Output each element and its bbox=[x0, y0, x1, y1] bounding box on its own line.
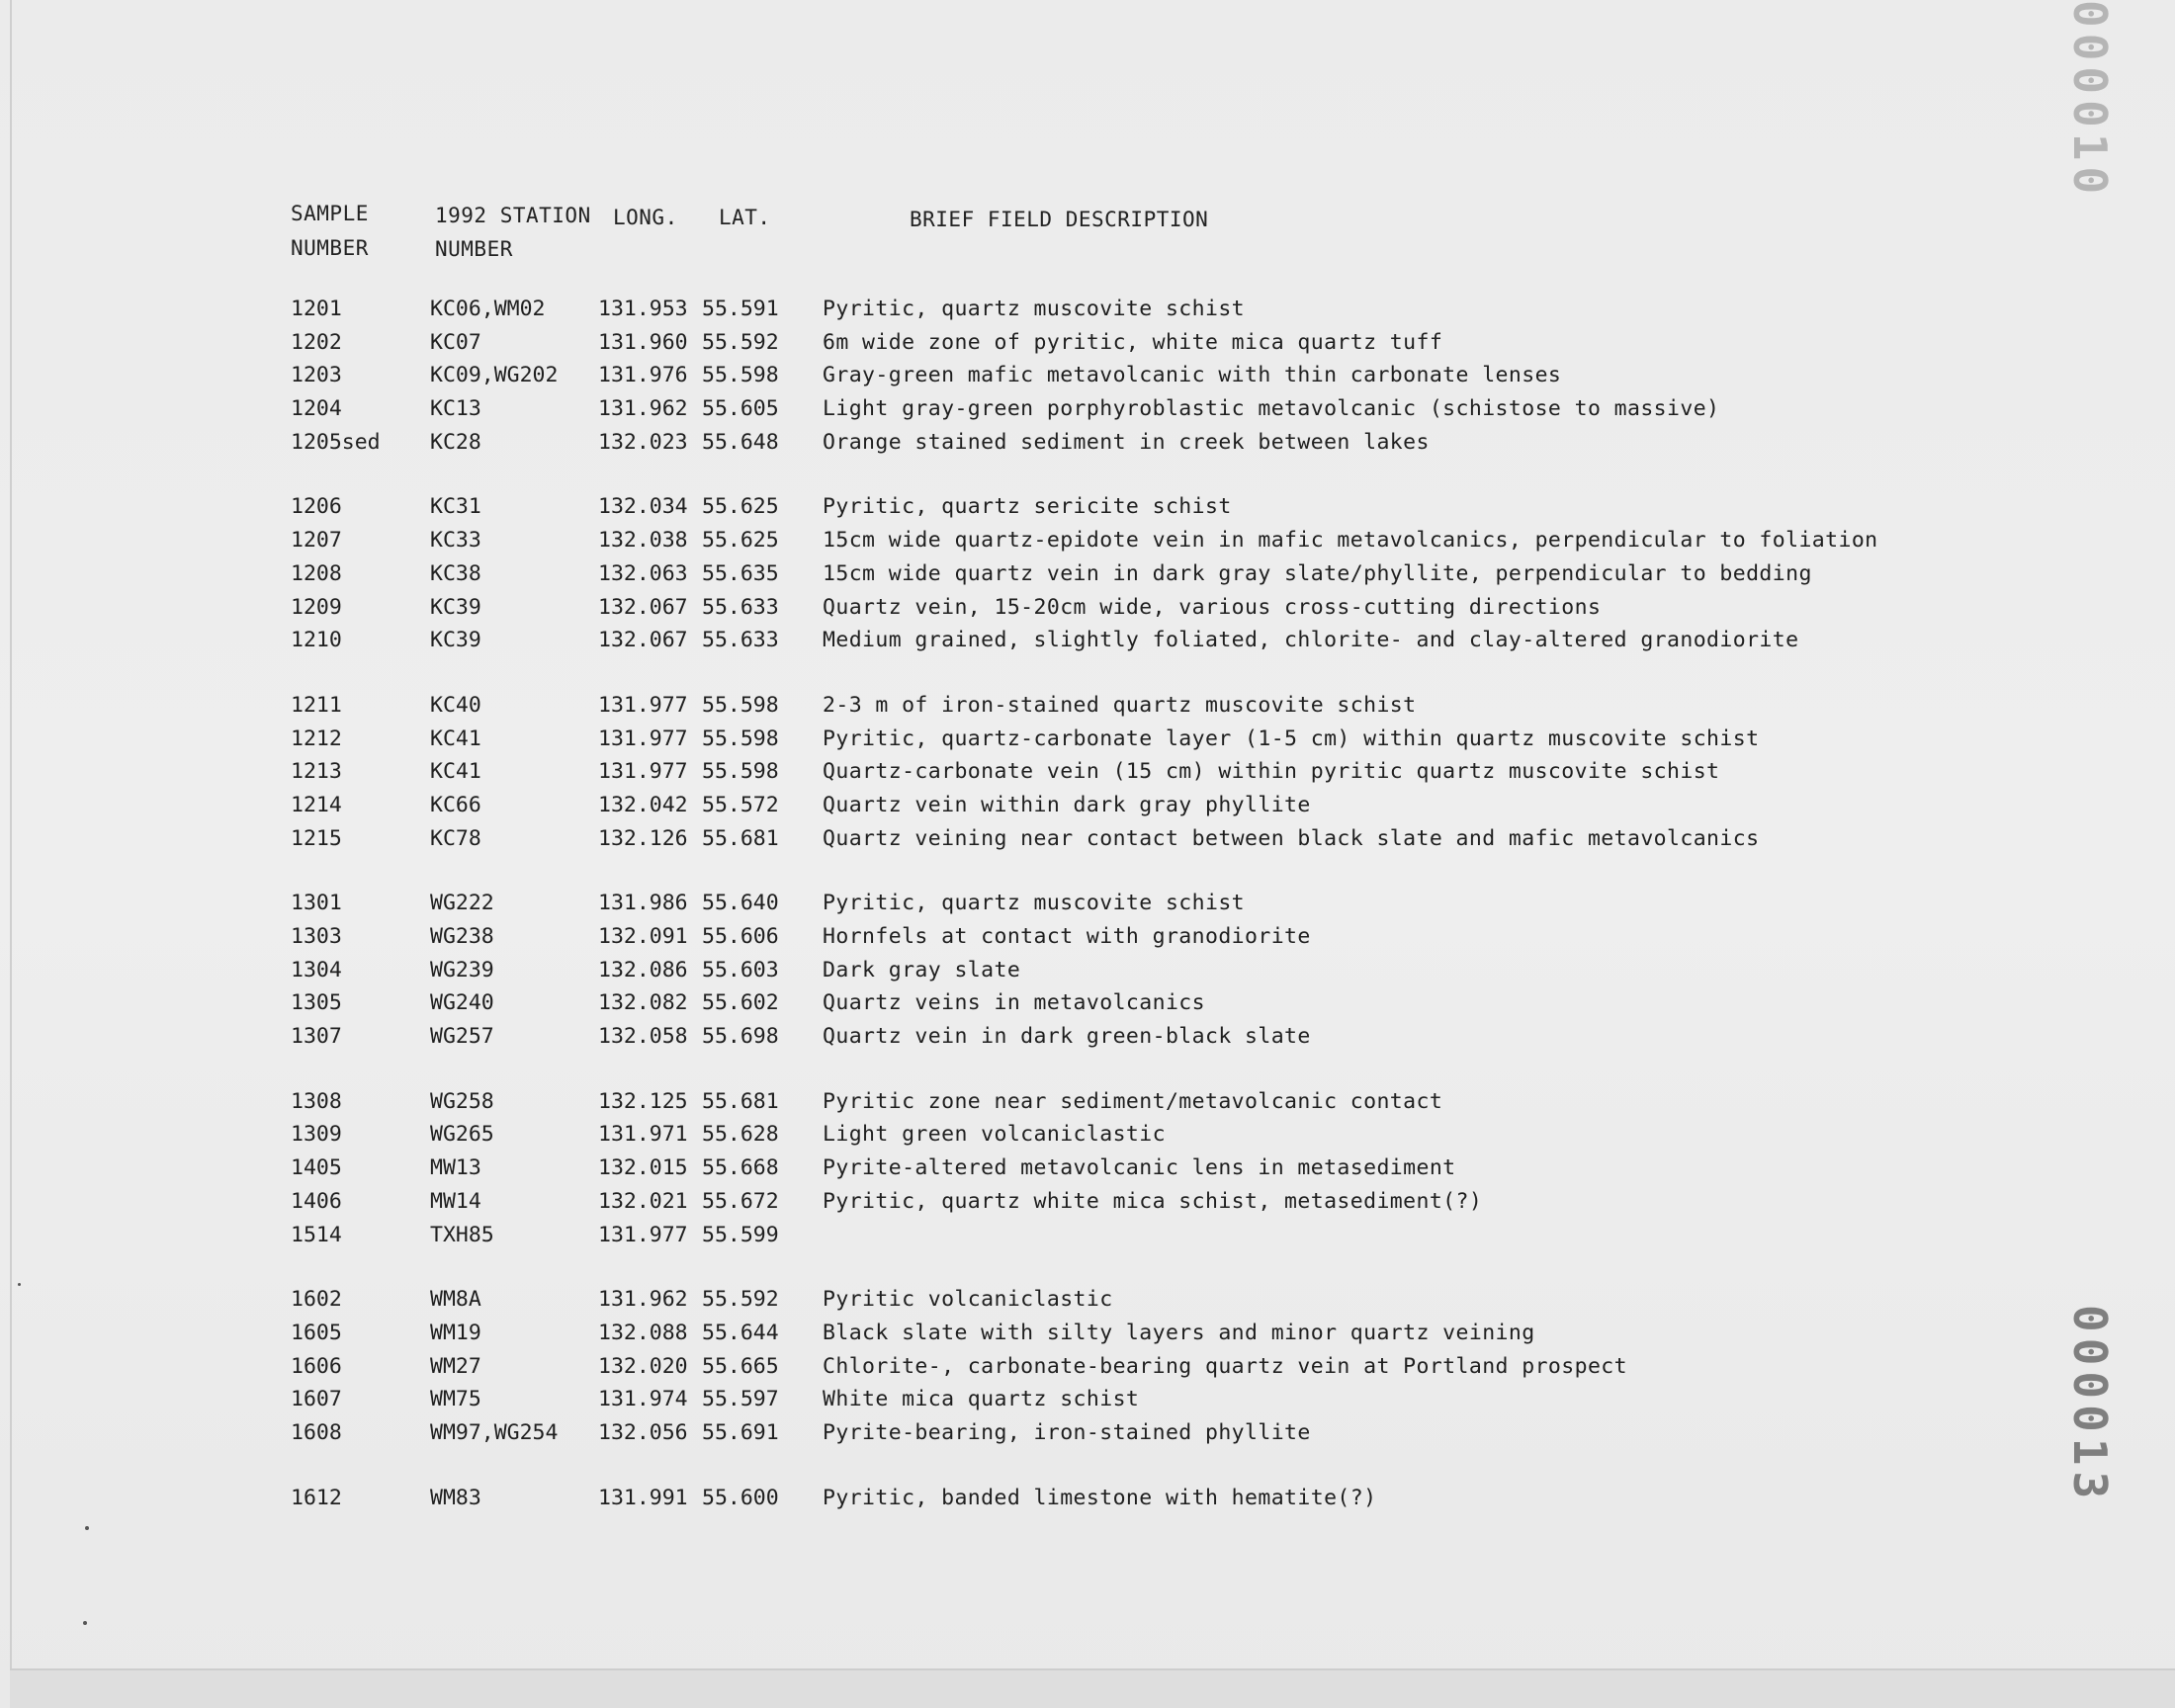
longitude-cell: 131.991 bbox=[598, 1485, 688, 1510]
latitude-cell: 55.598 bbox=[702, 363, 779, 388]
station-number-cell: KC78 bbox=[430, 825, 481, 851]
sample-number-cell: 1206 bbox=[291, 494, 342, 520]
latitude-cell: 55.633 bbox=[702, 628, 779, 653]
latitude-cell: 55.592 bbox=[702, 1287, 779, 1313]
sample-number-cell: 1211 bbox=[291, 692, 342, 718]
description-cell: Pyritic, quartz white mica schist, metasediment(?) bbox=[823, 1188, 1483, 1214]
station-number-cell: WM27 bbox=[430, 1353, 481, 1379]
station-number-cell: KC06,WM02 bbox=[430, 297, 546, 321]
description-cell: Gray-green mafic metavolcanic with thin carbonate lenses bbox=[823, 363, 1562, 388]
description-cell: Dark gray slate bbox=[823, 957, 1021, 982]
description-cell: Black slate with silty layers and minor quartz veining bbox=[823, 1320, 1535, 1345]
description-cell: 15cm wide quartz vein in dark gray slate/phyllite, perpendicular to bedding bbox=[823, 560, 1812, 586]
longitude-cell: 131.977 bbox=[598, 1222, 688, 1247]
latitude-cell: 55.603 bbox=[702, 957, 779, 982]
station-number-cell: WM19 bbox=[430, 1320, 481, 1345]
table-row bbox=[277, 1354, 1799, 1388]
row-group bbox=[277, 1089, 1799, 1255]
description-cell: Quartz vein, 15-20cm wide, various cross-cutting directions bbox=[823, 594, 1602, 620]
sheet-edge bbox=[10, 0, 12, 1670]
latitude-cell: 55.668 bbox=[702, 1155, 779, 1181]
station-number-cell: KC39 bbox=[430, 628, 481, 653]
description-cell: Pyritic, quartz muscovite schist bbox=[823, 891, 1246, 916]
table-row bbox=[277, 1189, 1799, 1223]
description-cell: Pyritic, quartz sericite schist bbox=[823, 494, 1232, 520]
station-number-cell: WM75 bbox=[430, 1387, 481, 1412]
sample-number-cell: 1207 bbox=[291, 528, 342, 554]
latitude-cell: 55.592 bbox=[702, 329, 779, 355]
table-row bbox=[277, 1024, 1799, 1058]
latitude-cell: 55.691 bbox=[702, 1419, 779, 1445]
description-cell: 15cm wide quartz-epidote vein in mafic metavolcanics, perpendicular to foliation bbox=[823, 528, 1878, 554]
latitude-cell: 55.600 bbox=[702, 1485, 779, 1510]
longitude-cell: 132.067 bbox=[598, 628, 688, 653]
description-cell: Pyritic, banded limestone with hematite(?) bbox=[823, 1485, 1377, 1510]
table-row bbox=[277, 330, 1799, 364]
station-number-cell: KC41 bbox=[430, 726, 481, 751]
sample-number-cell: 1201 bbox=[291, 297, 342, 321]
header-lat: LAT. bbox=[719, 206, 771, 229]
latitude-cell: 55.598 bbox=[702, 726, 779, 751]
latitude-cell: 55.602 bbox=[702, 990, 779, 1016]
station-number-cell: KC41 bbox=[430, 759, 481, 785]
description-cell: Medium grained, slightly foliated, chlorite- and clay-altered granodiorite bbox=[823, 628, 1799, 653]
longitude-cell: 132.020 bbox=[598, 1353, 688, 1379]
row-group bbox=[277, 693, 1799, 859]
description-cell: Pyrite-altered metavolcanic lens in metasediment bbox=[823, 1155, 1456, 1181]
longitude-cell: 131.960 bbox=[598, 329, 688, 355]
table-row bbox=[277, 793, 1799, 826]
sample-number-cell: 1309 bbox=[291, 1122, 342, 1148]
station-number-cell: WG238 bbox=[430, 924, 494, 949]
station-number-cell: WG239 bbox=[430, 957, 494, 982]
page-number-stamp-bottom: 000013 bbox=[2063, 1305, 2117, 1505]
table-row bbox=[277, 924, 1799, 958]
table-row bbox=[277, 891, 1799, 924]
page-number-stamp-top: 000010 bbox=[2063, 0, 2117, 201]
sample-number-cell: 1605 bbox=[291, 1320, 342, 1345]
table-row bbox=[277, 726, 1799, 760]
description-cell: Quartz veining near contact between black slate and mafic metavolcanics bbox=[823, 825, 1760, 851]
latitude-cell: 55.648 bbox=[702, 429, 779, 455]
table-row bbox=[277, 297, 1799, 330]
sample-number-cell: 1214 bbox=[291, 792, 342, 817]
sample-number-cell: 1608 bbox=[291, 1419, 342, 1445]
station-number-cell: MW13 bbox=[430, 1155, 481, 1181]
station-number-cell: KC33 bbox=[430, 528, 481, 554]
sample-number-cell: 1203 bbox=[291, 363, 342, 388]
sample-number-cell: 1405 bbox=[291, 1155, 342, 1181]
latitude-cell: 55.605 bbox=[702, 396, 779, 422]
longitude-cell: 131.977 bbox=[598, 759, 688, 785]
station-number-cell: WM97,WG254 bbox=[430, 1419, 559, 1445]
longitude-cell: 132.126 bbox=[598, 825, 688, 851]
table-row bbox=[277, 759, 1799, 793]
longitude-cell: 132.091 bbox=[598, 924, 688, 949]
sample-number-cell: 1208 bbox=[291, 560, 342, 586]
station-number-cell: KC09,WG202 bbox=[430, 363, 559, 388]
station-number-cell: KC39 bbox=[430, 594, 481, 620]
longitude-cell: 131.974 bbox=[598, 1387, 688, 1412]
longitude-cell: 131.976 bbox=[598, 363, 688, 388]
latitude-cell: 55.628 bbox=[702, 1122, 779, 1148]
latitude-cell: 55.681 bbox=[702, 825, 779, 851]
latitude-cell: 55.644 bbox=[702, 1320, 779, 1345]
longitude-cell: 132.058 bbox=[598, 1024, 688, 1050]
sample-number-cell: 1307 bbox=[291, 1024, 342, 1050]
description-cell: Orange stained sediment in creek between lakes bbox=[823, 429, 1430, 455]
description-cell: Light gray-green porphyroblastic metavolcanic (schistose to massive) bbox=[823, 396, 1720, 422]
latitude-cell: 55.591 bbox=[702, 297, 779, 321]
table-row bbox=[277, 1486, 1799, 1519]
station-number-cell: WG258 bbox=[430, 1088, 494, 1114]
table-row bbox=[277, 494, 1799, 528]
longitude-cell: 132.082 bbox=[598, 990, 688, 1016]
station-number-cell: WM83 bbox=[430, 1485, 481, 1510]
latitude-cell: 55.633 bbox=[702, 594, 779, 620]
station-number-cell: KC28 bbox=[430, 429, 481, 455]
table-row bbox=[277, 595, 1799, 629]
longitude-cell: 132.088 bbox=[598, 1320, 688, 1345]
table-row bbox=[277, 1155, 1799, 1189]
table-row bbox=[277, 958, 1799, 991]
sample-number-cell: 1204 bbox=[291, 396, 342, 422]
longitude-cell: 132.042 bbox=[598, 792, 688, 817]
longitude-cell: 132.021 bbox=[598, 1188, 688, 1214]
description-cell: White mica quartz schist bbox=[823, 1387, 1140, 1412]
station-number-cell: TXH85 bbox=[430, 1222, 494, 1247]
sample-number-cell: 1514 bbox=[291, 1222, 342, 1247]
description-cell: Pyritic, quartz-carbonate layer (1-5 cm) within quartz muscovite schist bbox=[823, 726, 1760, 751]
latitude-cell: 55.625 bbox=[702, 528, 779, 554]
sample-number-cell: 1212 bbox=[291, 726, 342, 751]
header-sample-line1: SAMPLE bbox=[291, 202, 369, 225]
table-body bbox=[277, 297, 1878, 1550]
longitude-cell: 131.953 bbox=[598, 297, 688, 321]
table-row bbox=[277, 1387, 1799, 1420]
description-cell: 6m wide zone of pyritic, white mica quartz tuff bbox=[823, 329, 1443, 355]
longitude-cell: 132.034 bbox=[598, 494, 688, 520]
row-group bbox=[277, 494, 1878, 660]
description-cell: Quartz-carbonate vein (15 cm) within pyritic quartz muscovite schist bbox=[823, 759, 1720, 785]
description-cell: Pyritic, quartz muscovite schist bbox=[823, 297, 1246, 321]
description-cell: Pyritic volcaniclastic bbox=[823, 1287, 1113, 1313]
table-row bbox=[277, 628, 1799, 661]
table-row bbox=[277, 1089, 1799, 1123]
header-long: LONG. bbox=[613, 206, 678, 229]
station-number-cell: KC31 bbox=[430, 494, 481, 520]
station-number-cell: WG257 bbox=[430, 1024, 494, 1050]
header-sample-line2: NUMBER bbox=[291, 236, 369, 260]
longitude-cell: 131.971 bbox=[598, 1122, 688, 1148]
station-number-cell: WM8A bbox=[430, 1287, 481, 1313]
table-row bbox=[277, 528, 1878, 561]
sample-number-cell: 1602 bbox=[291, 1287, 342, 1313]
description-cell: Light green volcaniclastic bbox=[823, 1122, 1166, 1148]
description-cell: Quartz veins in metavolcanics bbox=[823, 990, 1205, 1016]
table-row bbox=[277, 396, 1799, 430]
sample-number-cell: 1303 bbox=[291, 924, 342, 949]
longitude-cell: 132.023 bbox=[598, 429, 688, 455]
latitude-cell: 55.572 bbox=[702, 792, 779, 817]
sample-number-cell: 1606 bbox=[291, 1353, 342, 1379]
table-row bbox=[277, 363, 1799, 396]
latitude-cell: 55.599 bbox=[702, 1222, 779, 1247]
longitude-cell: 132.056 bbox=[598, 1419, 688, 1445]
longitude-cell: 132.015 bbox=[598, 1155, 688, 1181]
latitude-cell: 55.698 bbox=[702, 1024, 779, 1050]
table-row bbox=[277, 1122, 1799, 1155]
latitude-cell: 55.598 bbox=[702, 759, 779, 785]
description-cell: 2-3 m of iron-stained quartz muscovite schist bbox=[823, 692, 1417, 718]
sample-number-cell: 1213 bbox=[291, 759, 342, 785]
description-cell: Hornfels at contact with granodiorite bbox=[823, 924, 1311, 949]
station-number-cell: KC07 bbox=[430, 329, 481, 355]
latitude-cell: 55.625 bbox=[702, 494, 779, 520]
description-cell: Pyrite-bearing, iron-stained phyllite bbox=[823, 1419, 1311, 1445]
scan-speck bbox=[18, 1283, 21, 1286]
row-group bbox=[277, 1287, 1799, 1453]
sample-number-cell: 1607 bbox=[291, 1387, 342, 1412]
table-row bbox=[277, 693, 1799, 726]
longitude-cell: 131.977 bbox=[598, 726, 688, 751]
latitude-cell: 55.597 bbox=[702, 1387, 779, 1412]
station-number-cell: KC66 bbox=[430, 792, 481, 817]
sample-number-cell: 1205sed bbox=[291, 429, 381, 455]
scan-speck bbox=[85, 1526, 89, 1530]
station-number-cell: KC38 bbox=[430, 560, 481, 586]
header-station-line2: NUMBER bbox=[435, 237, 513, 261]
latitude-cell: 55.635 bbox=[702, 560, 779, 586]
latitude-cell: 55.672 bbox=[702, 1188, 779, 1214]
table-row bbox=[277, 990, 1799, 1024]
longitude-cell: 131.962 bbox=[598, 1287, 688, 1313]
latitude-cell: 55.606 bbox=[702, 924, 779, 949]
longitude-cell: 132.067 bbox=[598, 594, 688, 620]
table-row bbox=[277, 1223, 1799, 1256]
table-row bbox=[277, 1287, 1799, 1321]
latitude-cell: 55.640 bbox=[702, 891, 779, 916]
longitude-cell: 132.086 bbox=[598, 957, 688, 982]
longitude-cell: 132.125 bbox=[598, 1088, 688, 1114]
sample-number-cell: 1215 bbox=[291, 825, 342, 851]
longitude-cell: 131.977 bbox=[598, 692, 688, 718]
sample-number-cell: 1304 bbox=[291, 957, 342, 982]
table-row bbox=[277, 1321, 1799, 1354]
header-station-line1: 1992 STATION bbox=[435, 204, 591, 227]
sample-number-cell: 1202 bbox=[291, 329, 342, 355]
table-row bbox=[277, 430, 1799, 464]
description-cell: Quartz vein within dark gray phyllite bbox=[823, 792, 1311, 817]
sample-number-cell: 1308 bbox=[291, 1088, 342, 1114]
row-group bbox=[277, 297, 1799, 463]
description-cell: Pyritic zone near sediment/metavolcanic contact bbox=[823, 1088, 1443, 1114]
longitude-cell: 131.962 bbox=[598, 396, 688, 422]
description-cell: Quartz vein in dark green-black slate bbox=[823, 1024, 1311, 1050]
latitude-cell: 55.598 bbox=[702, 692, 779, 718]
sample-number-cell: 1209 bbox=[291, 594, 342, 620]
description-cell: Chlorite-, carbonate-bearing quartz vein at Portland prospect bbox=[823, 1353, 1627, 1379]
sample-number-cell: 1406 bbox=[291, 1188, 342, 1214]
station-number-cell: WG265 bbox=[430, 1122, 494, 1148]
table-row bbox=[277, 1420, 1799, 1454]
header-description: BRIEF FIELD DESCRIPTION bbox=[910, 208, 1209, 231]
table-row bbox=[277, 826, 1799, 860]
sample-number-cell: 1612 bbox=[291, 1485, 342, 1510]
station-number-cell: WG222 bbox=[430, 891, 494, 916]
longitude-cell: 132.063 bbox=[598, 560, 688, 586]
row-group bbox=[277, 891, 1799, 1057]
station-number-cell: WG240 bbox=[430, 990, 494, 1016]
station-number-cell: KC40 bbox=[430, 692, 481, 718]
longitude-cell: 131.986 bbox=[598, 891, 688, 916]
station-number-cell: KC13 bbox=[430, 396, 481, 422]
latitude-cell: 55.665 bbox=[702, 1353, 779, 1379]
scan-speck bbox=[83, 1621, 87, 1625]
sheet-bottom-edge bbox=[10, 1668, 2175, 1708]
longitude-cell: 132.038 bbox=[598, 528, 688, 554]
sample-number-cell: 1301 bbox=[291, 891, 342, 916]
sample-number-cell: 1305 bbox=[291, 990, 342, 1016]
row-group bbox=[277, 1486, 1799, 1519]
station-number-cell: MW14 bbox=[430, 1188, 481, 1214]
table-row bbox=[277, 560, 1812, 595]
latitude-cell: 55.681 bbox=[702, 1088, 779, 1114]
sample-number-cell: 1210 bbox=[291, 628, 342, 653]
